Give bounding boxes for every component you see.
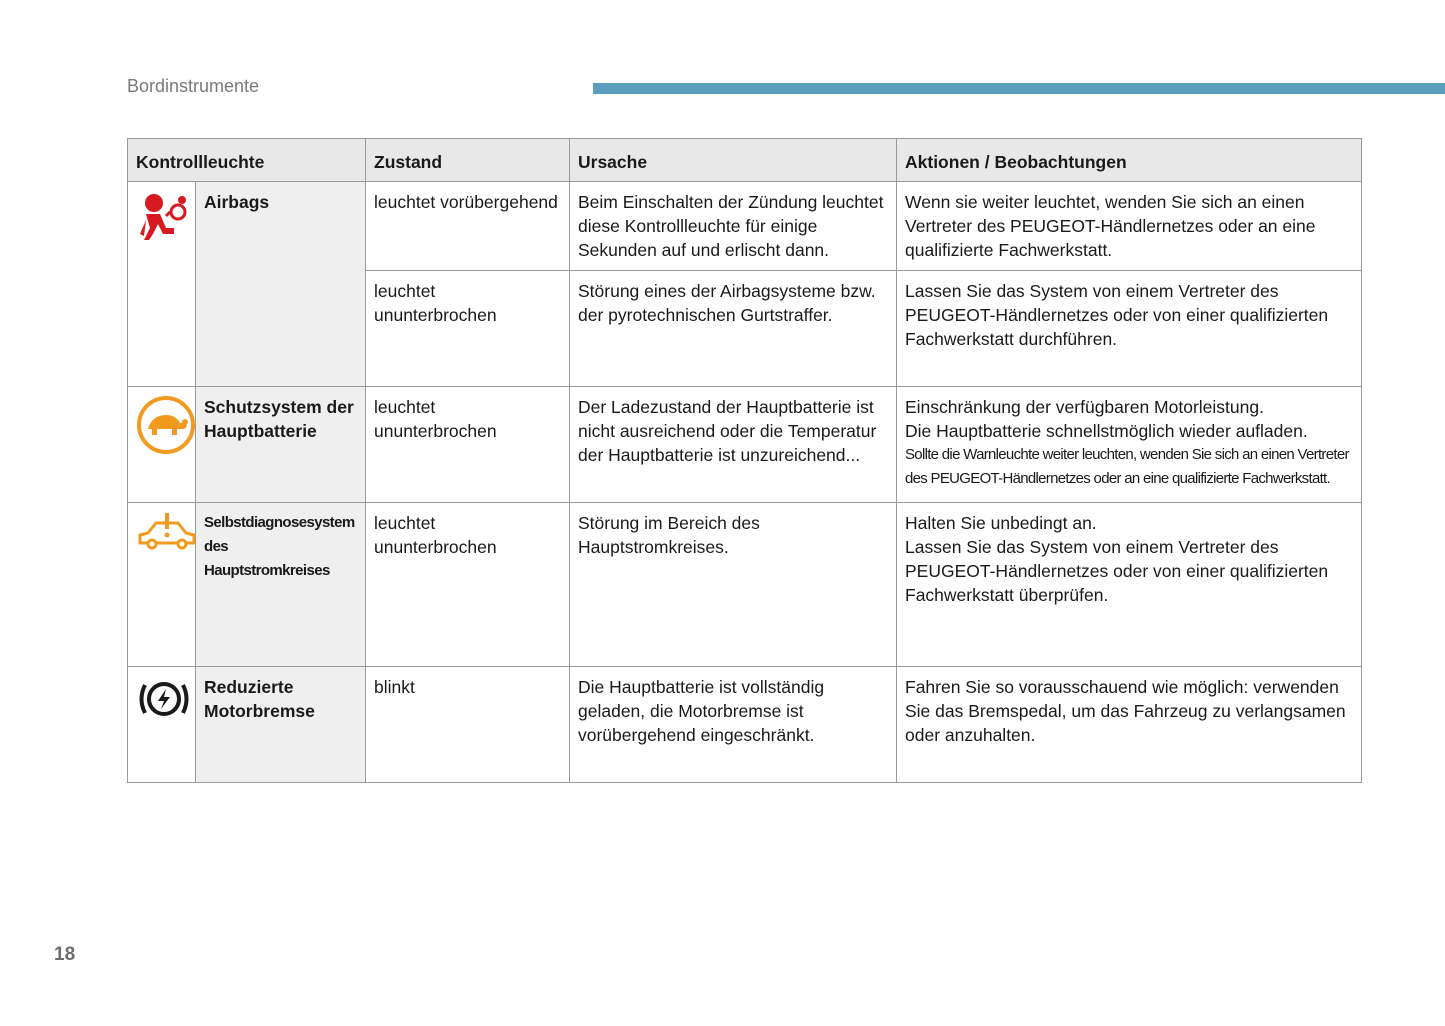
- airbag-icon-cell: [128, 182, 196, 387]
- turtle-battery-protection-icon: [136, 395, 196, 455]
- action-line: Lassen Sie das System von einem Vertreter des PEUGEOT-Händlernetzes oder von einer qualifizierten Fachwerkstatt überprüfen.: [905, 537, 1329, 605]
- action-cell: Fahren Sie so vorausschauend wie möglich: verwenden Sie das Bremspedal, um das Fahrzeug zu verlangsamen oder anzuhalten.: [897, 667, 1362, 783]
- brake-icon-cell: [128, 667, 196, 783]
- cause-cell: Der Ladezustand der Hauptbatterie ist nicht ausreichend oder die Temperatur der Hauptbatterie ist unzureichend...: [570, 387, 897, 503]
- reduced-engine-brake-icon: [136, 675, 192, 723]
- action-cell: Wenn sie weiter leuchtet, wenden Sie sich an einen Vertreter des PEUGEOT-Händlernetzes oder an eine qualifizierte Fachwerkstatt.: [897, 182, 1362, 271]
- action-cell: [897, 387, 1362, 503]
- indicator-name-reduced-engine-brake: Reduzierte Motorbremse: [196, 667, 366, 783]
- cause-cell: Beim Einschalten der Zündung leuchtet diese Kontrollleuchte für einige Sekunden auf und erlischt dann.: [570, 182, 897, 271]
- table-row: [128, 182, 1362, 271]
- state-cell: leuchtet ununterbrochen: [366, 387, 570, 503]
- table-header-row: [128, 139, 1362, 182]
- warning-lights-table: [127, 138, 1362, 783]
- action-line: Einschränkung der verfügbaren Motorleistung.: [905, 397, 1264, 417]
- column-header-ursache: Ursache: [570, 139, 897, 182]
- action-line: Die Hauptbatterie schnellstmöglich wieder aufladen.: [905, 421, 1308, 441]
- turtle-icon-cell: [128, 387, 196, 503]
- table-row: [128, 667, 1362, 783]
- state-cell: leuchtet ununterbrochen: [366, 271, 570, 387]
- table-row: [128, 387, 1362, 503]
- cause-cell: Störung eines der Airbagsysteme bzw. der pyrotechnischen Gurtstraffer.: [570, 271, 897, 387]
- state-cell: blinkt: [366, 667, 570, 783]
- action-cell: Lassen Sie das System von einem Vertreter des PEUGEOT-Händlernetzes oder von einer qualifizierten Fachwerkstatt durchführen.: [897, 271, 1362, 387]
- table-row: [128, 503, 1362, 667]
- action-line: Halten Sie unbedingt an.: [905, 513, 1097, 533]
- action-cell: [897, 503, 1362, 667]
- column-header-kontrollleuchte: Kontrollleuchte: [128, 139, 366, 182]
- car-electrical-fault-icon: [136, 511, 198, 555]
- airbag-warning-icon: [136, 190, 192, 246]
- cause-cell: Störung im Bereich des Hauptstromkreises.: [570, 503, 897, 667]
- indicator-name-electrical-diagnosis: Selbstdiagnosesystem des Hauptstromkreises: [196, 503, 366, 667]
- indicator-name-battery-protection: Schutzsystem der Hauptbatterie: [196, 387, 366, 503]
- action-line: Sollte die Warnleuchte weiter leuchten, wenden Sie sich an einen Vertreter des PEUGEOT-Händlernetzes oder an eine qualifizierte Fachwerkstatt.: [905, 446, 1349, 487]
- indicator-name-airbags: Airbags: [196, 182, 366, 387]
- state-cell: leuchtet ununterbrochen: [366, 503, 570, 667]
- cause-cell: Die Hauptbatterie ist vollständig geladen, die Motorbremse ist vorübergehend eingeschränkt.: [570, 667, 897, 783]
- page-number: 18: [54, 944, 76, 965]
- electrical-icon-cell: [128, 503, 196, 667]
- column-header-zustand: Zustand: [366, 139, 570, 182]
- header-accent-bar: [593, 83, 1445, 94]
- section-title: Bordinstrumente: [127, 76, 260, 96]
- state-cell: leuchtet vorübergehend: [366, 182, 570, 271]
- column-header-aktionen: Aktionen / Beobachtungen: [897, 139, 1362, 182]
